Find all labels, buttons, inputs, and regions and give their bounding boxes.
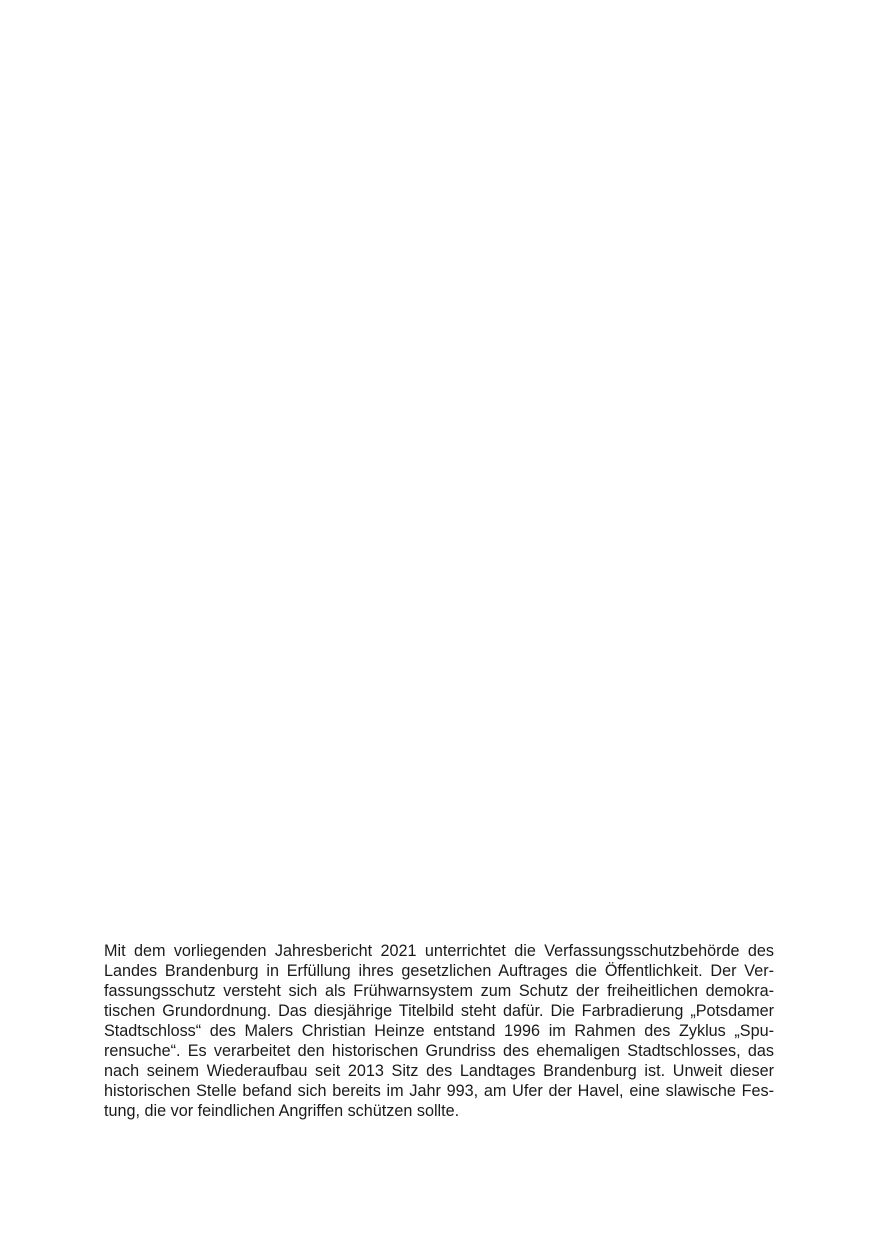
paragraph-line: Landes Brandenburg in Erfüllung ihres gesetzlichen Auftrages die Öffentlichkeit. Der Ver-	[104, 962, 774, 980]
paragraph-line: Stadtschloss“ des Malers Christian Heinze entstand 1996 im Rahmen des Zyklus „Spu-	[104, 1022, 774, 1040]
paragraph-line: Mit dem vorliegenden Jahresbericht 2021 unterrichtet die Verfassungsschutzbehörde des	[104, 942, 774, 960]
paragraph-line: fassungsschutz versteht sich als Frühwarnsystem zum Schutz der freiheitlichen demokra-	[104, 982, 774, 1000]
intro-paragraph	[104, 941, 774, 1121]
paragraph-line: tischen Grundordnung. Das diesjährige Titelbild steht dafür. Die Farbradierung „Potsdamer	[104, 1002, 774, 1020]
paragraph-line: nach seinem Wiederaufbau seit 2013 Sitz des Landtages Brandenburg ist. Unweit dieser	[104, 1062, 774, 1080]
paragraph-line: historischen Stelle befand sich bereits im Jahr 993, am Ufer der Havel, eine slawische Fes-	[104, 1082, 774, 1100]
paragraph-line: rensuche“. Es verarbeitet den historischen Grundriss des ehemaligen Stadtschlosses, das	[104, 1042, 774, 1060]
paragraph-line: tung, die vor feindlichen Angriffen schützen sollte.	[104, 1102, 460, 1120]
